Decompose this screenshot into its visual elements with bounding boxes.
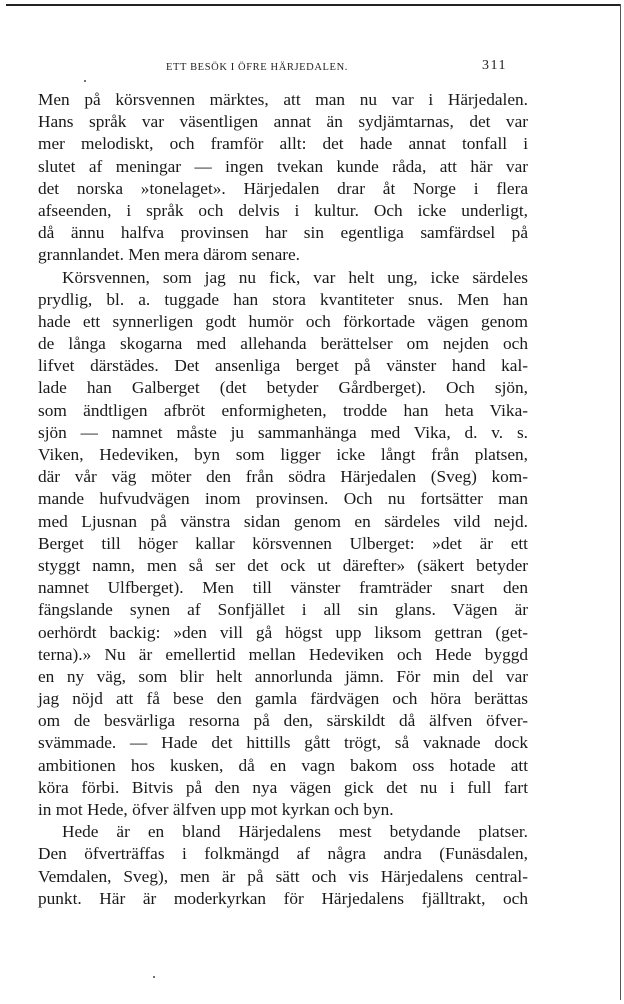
text-line: hade ett synnerligen godt humör och förkortade vägen genom (38, 311, 528, 331)
print-speck (153, 976, 155, 978)
text-line: Körsvennen, som jag nu fick, var helt ung, icke särdeles (62, 267, 528, 287)
text-line: slutet af meningar — ingen tvekan kunde råda, att här var (38, 156, 528, 176)
text-line: Hede är en bland Härjedalens mest betydande platser. (62, 822, 528, 842)
top-border-line (6, 4, 620, 6)
text-line: Berget till höger kallar körsvennen Ulberget: »det är ett (38, 533, 528, 553)
text-line: jag nöjd att få bese den gamla färdvägen och höra berättas (38, 689, 528, 709)
text-line: mande hufvudvägen inom provinsen. Och nu fortsätter man (38, 489, 528, 509)
text-line: svämmade. — Hade det hittills gått trögt, så vaknade dock (38, 733, 528, 753)
text-line: det norska »tonelaget». Härjedalen drar åt Norge i flera (38, 178, 528, 198)
text-line: oerhördt backig: »den vill gå högst upp liksom gettran (get- (38, 622, 528, 642)
text-line: styggt namn, men så ser det ock ut därefter» (säkert betyder (38, 555, 528, 575)
text-line: grannlandet. Men mera därom senare. (38, 245, 300, 265)
text-line: då ännu halfva provinsen har sin egentliga samfärdsel på (38, 223, 528, 243)
text-line: som ändtligen afbröt enformigheten, trodde han heta Vika- (38, 400, 528, 420)
text-line: ambitionen hos kusken, då en vagn bakom oss hotade att (38, 755, 528, 775)
text-line: där vår väg möter den från södra Härjedalen (Sveg) kom- (38, 467, 528, 487)
text-line: Men på körsvennen märktes, att man nu var i Härjedalen. (38, 90, 528, 109)
running-head-title: ETT BESÖK I ÖFRE HÄRJEDALEN. (166, 62, 348, 73)
text-line: köra förbi. Bitvis på den nya vägen gick det nu i full fart (38, 777, 528, 797)
text-line: prydlig, bl. a. tuggade han stora kvantiteter snus. Men han (38, 289, 528, 309)
text-line: lifvet därstädes. Det ansenliga berget på vänster hand kal- (38, 356, 528, 376)
text-line: Hans språk var väsentligen annat än sydjämtarnas, det var (38, 112, 528, 132)
text-line: punkt. Här är moderkyrkan för Härjedalens fjälltrakt, och (38, 888, 528, 908)
text-line: en ny väg, som blir helt annorlunda jämn. För min del var (38, 666, 528, 686)
text-line: fängslande synen af Sonfjället i all sin glans. Vägen är (38, 600, 528, 620)
text-line: lade han Galberget (det betyder Gårdberget). Och sjön, (38, 378, 528, 398)
text-line: de långa skogarna med allehanda berättelser om nejden och (38, 334, 528, 354)
text-line: Viken, Hedeviken, byn som ligger icke långt från platsen, (38, 445, 528, 464)
text-line: in mot Hede, öfver älfven upp mot kyrkan och byn. (38, 800, 394, 819)
text-line: sjön — namnet måste ju sammanhänga med Vika, d. v. s. (38, 422, 528, 442)
print-speck (84, 80, 86, 82)
right-border-line (620, 4, 621, 1000)
text-line: terna).» Nu är emellertid mellan Hedeviken och Hede byggd (38, 644, 528, 664)
page-number: 311 (482, 58, 507, 73)
text-line: om de besvärliga resorna på den, särskildt då älfven öfver- (38, 711, 528, 731)
text-line: mer melodiskt, och framför allt: det hade annat tonfall i (38, 134, 528, 154)
text-line: Den öfverträffas i folkmängd af några andra (Funäsdalen, (38, 844, 528, 864)
body-text (38, 89, 528, 910)
text-line: afseenden, i språk och delvis i kultur. Och icke underligt, (38, 200, 528, 220)
text-line: namnet Ulfberget). Men till vänster framträder snart den (38, 578, 528, 598)
text-line: Vemdalen, Sveg), men är på sätt och vis Härjedalens central- (38, 866, 528, 886)
text-line: med Ljusnan på vänstra sidan genom en särdeles vild nejd. (38, 511, 528, 531)
